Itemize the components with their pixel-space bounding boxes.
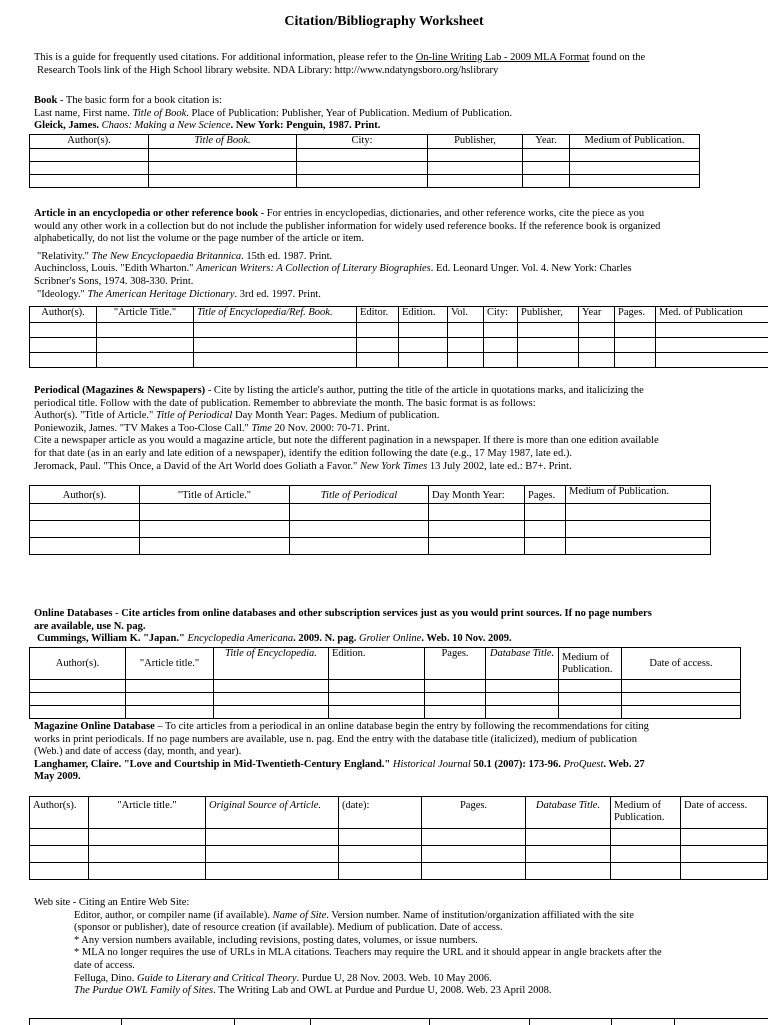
table-cell[interactable] — [329, 693, 425, 706]
encyclopedia-desc: alphabetically, do not list the volume or the page number of the article or item. — [34, 233, 364, 244]
col-header: Original Source of Article. — [206, 797, 339, 829]
table-cell[interactable] — [579, 323, 615, 338]
table-cell[interactable] — [615, 323, 656, 338]
table-cell[interactable] — [579, 338, 615, 353]
table-cell[interactable] — [523, 162, 570, 175]
magazine-db-desc: (Web.) and date of access (day, month, and year). — [34, 746, 241, 757]
intro-text: This is a guide for frequently used citations. For additional information, please refer to the — [34, 52, 416, 63]
website-format-text: . Version number. Name of institution/organization affiliated with the site — [326, 910, 634, 921]
table-cell[interactable] — [339, 846, 422, 863]
table-cell[interactable] — [526, 846, 611, 863]
book-example-rest: . New York: Penguin, 1987. Print. — [231, 120, 381, 131]
table-cell[interactable] — [126, 706, 214, 719]
col-header: Database Title. — [526, 797, 611, 829]
periodical-newspaper-note: for that date (as in an early and late edition of a newspaper), identify the edition following the date (e.g., 17 May 1987, late ed.). — [34, 448, 572, 459]
table-cell[interactable] — [425, 706, 486, 719]
table-divider — [121, 1019, 122, 1025]
table-cell[interactable] — [622, 693, 741, 706]
col-header: Vol. — [448, 307, 484, 323]
table-row[interactable] — [30, 846, 768, 863]
periodical-example: 20 Nov. 2000: 70-71. Print. — [272, 423, 390, 434]
encyclopedia-example: Scribner's Sons, 1974. 308-330. Print. — [34, 276, 193, 287]
online-db-example: . 2009. N. pag. — [293, 633, 359, 644]
book-form-rest: . Place of Publication: Publisher, Year of Publication. Medium of Publication. — [186, 108, 512, 119]
table-cell[interactable] — [97, 338, 194, 353]
col-header: "Title of Article." — [140, 486, 290, 504]
table-cell[interactable] — [523, 175, 570, 188]
table-cell[interactable] — [615, 338, 656, 353]
table-cell[interactable] — [297, 175, 428, 188]
table-cell[interactable] — [425, 693, 486, 706]
table-cell[interactable] — [97, 353, 194, 368]
table-cell[interactable] — [214, 706, 329, 719]
table-row[interactable] — [30, 323, 768, 338]
table-cell[interactable] — [339, 863, 422, 880]
table-cell[interactable] — [611, 829, 681, 846]
table-cell[interactable] — [329, 706, 425, 719]
table-divider — [234, 1019, 235, 1025]
website-section — [34, 897, 762, 998]
periodical-form-title: Title of Periodical — [156, 410, 232, 421]
table-row[interactable] — [30, 680, 741, 693]
encyclopedia-example: Auchincloss, Louis. "Edith Wharton." — [34, 263, 196, 274]
website-note: date of access. — [74, 960, 135, 971]
table-cell[interactable] — [399, 338, 448, 353]
magazine-db-example-title: ProQuest — [564, 759, 604, 770]
table-cell[interactable] — [194, 338, 357, 353]
table-cell[interactable] — [214, 693, 329, 706]
col-header: Pages. — [422, 797, 526, 829]
table-cell[interactable] — [559, 680, 622, 693]
table-cell[interactable] — [559, 693, 622, 706]
online-db-table — [29, 647, 741, 719]
table-cell[interactable] — [611, 863, 681, 880]
website-format-text: (sponsor or publisher), date of resource creation (if available). Medium of publication. Date of access. — [74, 922, 503, 933]
table-cell[interactable] — [30, 538, 140, 555]
table-cell[interactable] — [89, 863, 206, 880]
col-header: Med. of Publication — [656, 307, 768, 323]
table-divider — [611, 1019, 612, 1025]
table-row[interactable] — [30, 175, 700, 188]
col-header: Title of Book. — [149, 135, 297, 149]
col-header: Publisher, — [518, 307, 579, 323]
magazine-db-section — [34, 721, 762, 784]
col-header: (date): — [339, 797, 422, 829]
website-format-title: Name of Site — [273, 910, 327, 921]
table-cell[interactable] — [428, 149, 523, 162]
table-row[interactable] — [30, 706, 741, 719]
table-header-row — [30, 135, 700, 149]
table-cell[interactable] — [486, 693, 559, 706]
table-cell[interactable] — [290, 504, 429, 521]
table-cell[interactable] — [448, 338, 484, 353]
encyclopedia-example-title: The New Encyclopaedia Britannica — [92, 251, 242, 262]
table-header-row — [30, 797, 768, 829]
col-header: Author(s). — [30, 307, 97, 323]
col-header: Edition. — [399, 307, 448, 323]
table-row[interactable] — [30, 162, 700, 175]
magazine-db-example: Langhamer, Claire. "Love and Courtship in Mid-Twentieth-Century England." — [34, 759, 393, 770]
intro-text-after: found on the — [589, 52, 645, 63]
table-cell[interactable] — [681, 846, 768, 863]
table-cell[interactable] — [656, 353, 768, 368]
table-cell[interactable] — [570, 162, 700, 175]
table-cell[interactable] — [194, 323, 357, 338]
table-cell[interactable] — [140, 521, 290, 538]
table-cell[interactable] — [399, 353, 448, 368]
table-cell[interactable] — [30, 504, 140, 521]
periodical-section — [34, 385, 762, 473]
table-cell[interactable] — [518, 323, 579, 338]
col-header: Year — [579, 307, 615, 323]
online-db-example-title: Encyclopedia Americana — [187, 633, 293, 644]
table-cell[interactable] — [570, 175, 700, 188]
magazine-db-desc: – To cite articles from a periodical in an online database begin the entry by following the recommendations for citing — [155, 721, 649, 732]
col-header: Publisher, — [428, 135, 523, 149]
table-cell[interactable] — [566, 538, 711, 555]
col-header: City: — [297, 135, 428, 149]
col-header: Title of Periodical — [290, 486, 429, 504]
table-divider — [529, 1019, 530, 1025]
table-row[interactable] — [30, 829, 768, 846]
table-cell[interactable] — [681, 863, 768, 880]
table-cell[interactable] — [149, 162, 297, 175]
table-cell[interactable] — [422, 863, 526, 880]
table-header-row — [30, 486, 711, 504]
encyclopedia-table — [29, 306, 768, 368]
table-cell[interactable] — [30, 846, 89, 863]
table-cell[interactable] — [579, 353, 615, 368]
table-cell[interactable] — [339, 829, 422, 846]
magazine-db-example: 50.1 (2007): 173-96. — [471, 759, 564, 770]
encyclopedia-section — [34, 208, 762, 301]
col-header: Author(s). — [30, 648, 126, 680]
col-header: Year. — [523, 135, 570, 149]
magazine-db-desc: works in print periodicals. If no page numbers are available, use n. pag. End the entry with the database title (italicized), medium of publication — [34, 734, 637, 745]
table-row[interactable] — [30, 149, 700, 162]
website-example-title: Guide to Literary and Critical Theory — [137, 973, 297, 984]
col-header: Database Title. — [486, 648, 559, 680]
book-table — [29, 134, 700, 188]
encyclopedia-example-title: The American Heritage Dictionary — [87, 289, 234, 300]
table-cell[interactable] — [30, 693, 126, 706]
table-row[interactable] — [30, 504, 711, 521]
table-cell[interactable] — [30, 338, 97, 353]
website-example-title: The Purdue OWL Family of Sites — [74, 985, 213, 996]
encyclopedia-example: . Ed. Leonard Unger. Vol. 4. New York: Charles — [431, 263, 632, 274]
encyclopedia-heading: Article in an encyclopedia or other reference book — [34, 208, 258, 219]
table-divider — [29, 1019, 30, 1025]
table-cell[interactable] — [656, 323, 768, 338]
encyclopedia-desc: - For entries in encyclopedias, dictionaries, and other reference works, cite the piece as you — [258, 208, 644, 219]
table-row[interactable] — [30, 338, 768, 353]
online-db-example: Cummings, William K. "Japan." — [37, 633, 187, 644]
table-cell[interactable] — [570, 149, 700, 162]
col-header: Editor. — [357, 307, 399, 323]
table-cell[interactable] — [525, 504, 566, 521]
table-cell[interactable] — [486, 706, 559, 719]
magazine-db-example: . Web. 27 — [603, 759, 644, 770]
table-cell[interactable] — [30, 863, 89, 880]
table-cell[interactable] — [526, 829, 611, 846]
table-cell[interactable] — [681, 829, 768, 846]
table-cell[interactable] — [30, 680, 126, 693]
table-cell[interactable] — [429, 538, 525, 555]
table-row[interactable] — [30, 693, 741, 706]
table-cell[interactable] — [357, 353, 399, 368]
col-header: "Article title." — [126, 648, 214, 680]
table-cell[interactable] — [126, 680, 214, 693]
col-header: Author(s). — [30, 135, 149, 149]
owl-link[interactable]: On-line Writing Lab - 2009 MLA Format — [416, 52, 590, 63]
website-example: Felluga, Dino. — [74, 973, 137, 984]
intro-library-url: Research Tools link of the High School library website. NDA Library: http://www.ndatyngsboro.org/hslibrary — [34, 65, 498, 76]
encyclopedia-desc: would any other work in a collection but do not include the publisher information for widely used reference books. If the reference book is organized — [34, 221, 660, 232]
table-cell[interactable] — [428, 162, 523, 175]
table-cell[interactable] — [422, 846, 526, 863]
table-cell[interactable] — [30, 323, 97, 338]
table-header-row — [30, 648, 741, 680]
periodical-example: Jeromack, Paul. "This Once, a David of the Art World does Goliath a Favor." — [34, 461, 360, 472]
table-cell[interactable] — [329, 680, 425, 693]
encyclopedia-example: "Relativity." — [34, 251, 92, 262]
book-heading: Book — [34, 95, 57, 106]
table-cell[interactable] — [429, 504, 525, 521]
col-header: Edition. — [329, 648, 425, 680]
table-cell[interactable] — [484, 338, 518, 353]
col-header: Title of Encyclopedia/Ref. Book. — [194, 307, 357, 323]
table-cell[interactable] — [297, 149, 428, 162]
col-header: "Article title." — [89, 797, 206, 829]
table-row[interactable] — [30, 538, 711, 555]
table-cell[interactable] — [30, 175, 149, 188]
table-divider — [674, 1019, 675, 1025]
periodical-form: Author(s). "Title of Article." — [34, 410, 156, 421]
table-cell[interactable] — [525, 521, 566, 538]
col-header: Medium of Publication. — [559, 648, 622, 680]
col-header: "Article Title." — [97, 307, 194, 323]
table-cell[interactable] — [525, 538, 566, 555]
table-cell[interactable] — [206, 829, 339, 846]
encyclopedia-example: "Ideology." — [34, 289, 87, 300]
table-header-row — [30, 307, 768, 323]
periodical-table — [29, 485, 711, 555]
book-example-author: Gleick, James. — [34, 120, 102, 131]
table-cell[interactable] — [30, 353, 97, 368]
periodical-example: 13 July 2002, late ed.: B7+. Print. — [427, 461, 571, 472]
table-cell[interactable] — [526, 863, 611, 880]
col-header: Pages. — [525, 486, 566, 504]
book-form-text: Last name, First name. — [34, 108, 133, 119]
table-cell[interactable] — [484, 323, 518, 338]
table-cell[interactable] — [297, 162, 428, 175]
online-db-example: . Web. 10 Nov. 2009. — [421, 633, 511, 644]
table-cell[interactable] — [615, 353, 656, 368]
book-example-title: Chaos: Making a New Science — [102, 120, 231, 131]
online-db-example-title: Grolier Online — [359, 633, 421, 644]
periodical-form: Day Month Year: Pages. Medium of publication. — [232, 410, 439, 421]
col-header: Pages. — [425, 648, 486, 680]
table-cell[interactable] — [622, 706, 741, 719]
col-header: Pages. — [615, 307, 656, 323]
magazine-db-table — [29, 796, 768, 880]
table-cell[interactable] — [30, 706, 126, 719]
website-format-text: Editor, author, or compiler name (if available). — [74, 910, 273, 921]
magazine-db-example-title: Historical Journal — [393, 759, 471, 770]
col-header: Author(s). — [30, 486, 140, 504]
table-cell[interactable] — [357, 323, 399, 338]
intro-paragraph — [34, 52, 754, 77]
col-header: Medium of Publication. — [570, 135, 700, 149]
table-cell[interactable] — [484, 353, 518, 368]
table-cell[interactable] — [656, 338, 768, 353]
table-cell[interactable] — [206, 846, 339, 863]
online-db-heading: Online Databases - Cite articles from online databases and other subscription services just as you would print sources. If no page numbers — [34, 608, 652, 619]
website-format — [34, 910, 762, 998]
col-header: Day Month Year: — [429, 486, 525, 504]
table-cell[interactable] — [140, 538, 290, 555]
table-cell[interactable] — [290, 521, 429, 538]
encyclopedia-example-title: American Writers: A Collection of Literary Biographies — [196, 263, 431, 274]
table-cell[interactable] — [429, 521, 525, 538]
website-heading: Web site - Citing an Entire Web Site: — [34, 897, 189, 908]
table-cell[interactable] — [206, 863, 339, 880]
table-cell[interactable] — [422, 829, 526, 846]
table-cell[interactable] — [518, 353, 579, 368]
table-cell[interactable] — [399, 323, 448, 338]
table-cell[interactable] — [357, 338, 399, 353]
table-cell[interactable] — [428, 175, 523, 188]
encyclopedia-example: . 15th ed. 1987. Print. — [241, 251, 332, 262]
table-cell[interactable] — [290, 538, 429, 555]
table-cell[interactable] — [30, 162, 149, 175]
table-cell[interactable] — [486, 680, 559, 693]
table-cell[interactable] — [149, 149, 297, 162]
table-row[interactable] — [30, 521, 711, 538]
table-cell[interactable] — [425, 680, 486, 693]
table-cell[interactable] — [622, 680, 741, 693]
table-divider — [429, 1019, 430, 1025]
table-cell[interactable] — [89, 829, 206, 846]
website-example: . The Writing Lab and OWL at Purdue and Purdue U, 2008. Web. 23 April 2008. — [213, 985, 551, 996]
periodical-newspaper-note: Cite a newspaper article as you would a magazine article, but note the different pagination in a newspaper. If there is more than one edition available — [34, 435, 659, 446]
magazine-db-heading: Magazine Online Database — [34, 721, 155, 732]
online-db-heading: are available, use N. pag. — [34, 621, 146, 632]
table-cell[interactable] — [518, 338, 579, 353]
book-form-title: Title of Book — [133, 108, 187, 119]
magazine-db-example: May 2009. — [34, 771, 81, 782]
table-divider — [310, 1019, 311, 1025]
col-header: Date of access. — [681, 797, 768, 829]
col-header: Medium of Publication. — [566, 486, 711, 504]
col-header: Date of access. — [622, 648, 741, 680]
table-cell[interactable] — [523, 149, 570, 162]
website-note: * Any version numbers available, including revisions, posting dates, volumes, or issue numbers. — [74, 935, 478, 946]
col-header: Title of Encyclopedia. — [214, 648, 329, 680]
periodical-example: Poniewozik, James. "TV Makes a Too-Close Call." — [34, 423, 251, 434]
table-cell[interactable] — [566, 504, 711, 521]
table-cell[interactable] — [126, 693, 214, 706]
table-cell[interactable] — [448, 353, 484, 368]
table-cell[interactable] — [214, 680, 329, 693]
encyclopedia-example: . 3rd ed. 1997. Print. — [235, 289, 321, 300]
table-cell[interactable] — [611, 846, 681, 863]
website-example: . Purdue U, 28 Nov. 2003. Web. 10 May 2006. — [297, 973, 492, 984]
website-note: * MLA no longer requires the use of URLs in MLA citations. Teachers may require the URL and it should appear in angle brackets after the — [74, 947, 662, 958]
col-header: City: — [484, 307, 518, 323]
table-cell[interactable] — [97, 323, 194, 338]
col-header: Author(s). — [30, 797, 89, 829]
book-section — [34, 95, 754, 133]
table-cell[interactable] — [30, 521, 140, 538]
table-cell[interactable] — [559, 706, 622, 719]
table-cell[interactable] — [448, 323, 484, 338]
table-cell[interactable] — [194, 353, 357, 368]
periodical-example-title: Time — [251, 423, 271, 434]
periodical-desc: - Cite by listing the article's author, putting the title of the article in quotations marks, and italicizing the — [205, 385, 644, 396]
table-cell[interactable] — [149, 175, 297, 188]
periodical-desc: periodical title. Follow with the date of publication. Remember to abbreviate the month. The basic format is as follows: — [34, 398, 536, 409]
periodical-heading: Periodical (Magazines & Newspapers) — [34, 385, 205, 396]
online-db-section — [34, 608, 762, 646]
table-cell[interactable] — [30, 149, 149, 162]
page-title: Citation/Bibliography Worksheet — [0, 14, 768, 30]
periodical-example-title: New York Times — [360, 461, 427, 472]
col-header: Medium of Publication. — [611, 797, 681, 829]
table-row[interactable] — [30, 863, 768, 880]
table-cell[interactable] — [30, 829, 89, 846]
table-cell[interactable] — [566, 521, 711, 538]
table-row[interactable] — [30, 353, 768, 368]
table-cell[interactable] — [89, 846, 206, 863]
book-heading-text: - The basic form for a book citation is: — [57, 95, 222, 106]
table-cell[interactable] — [140, 504, 290, 521]
